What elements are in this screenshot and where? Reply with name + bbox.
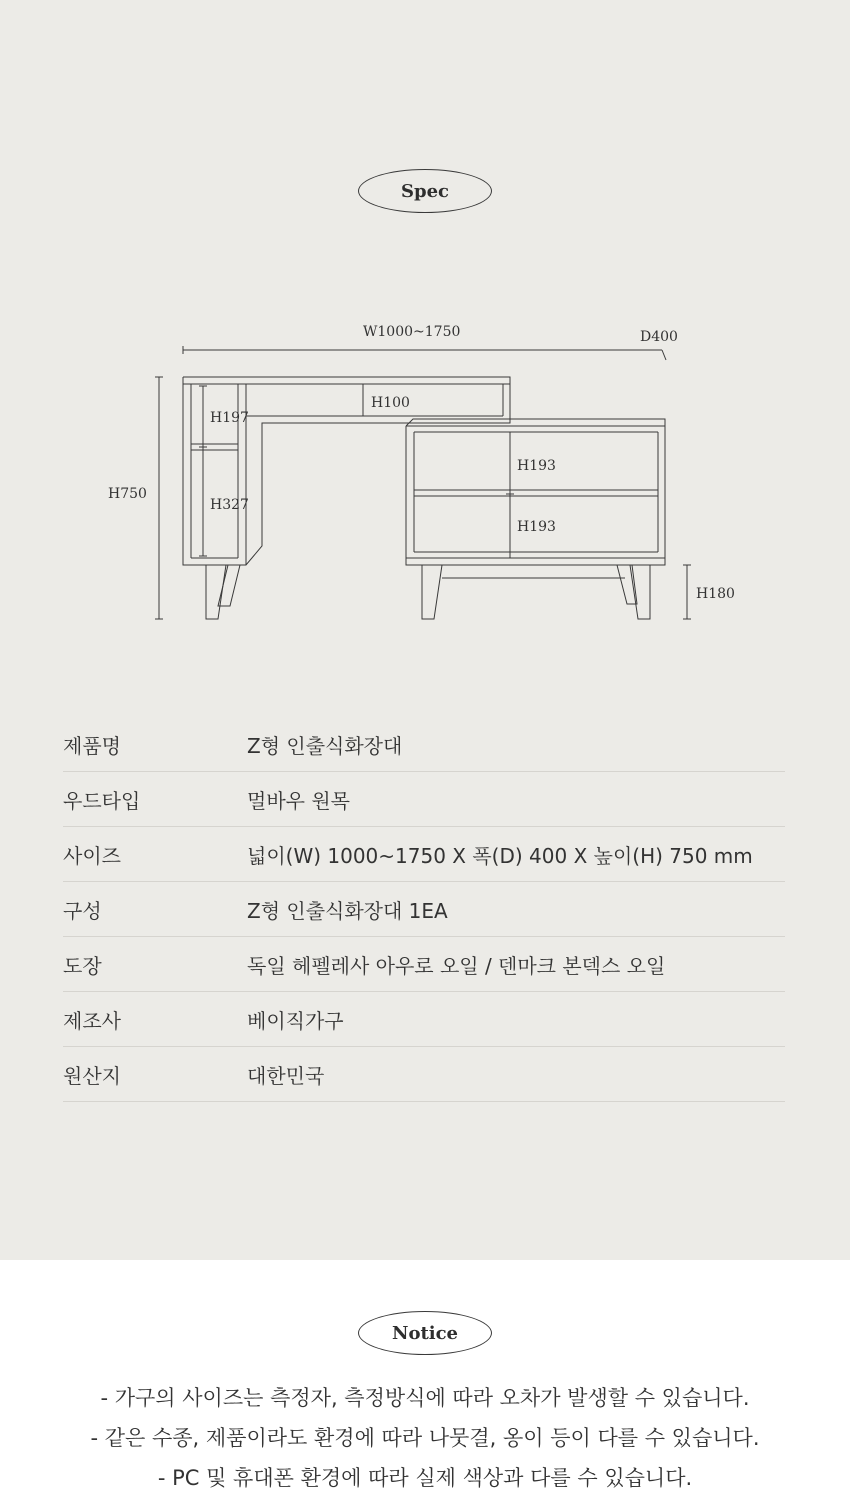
dim-left-upper-label: H197	[210, 410, 249, 426]
table-row	[63, 937, 785, 992]
notice-badge: Notice	[358, 1311, 492, 1355]
dim-drawer-lower-label: H193	[517, 519, 556, 535]
row-label: 제품명	[63, 733, 121, 758]
row-label: 도장	[63, 953, 102, 978]
table-row	[63, 717, 785, 772]
row-value: Z형 인출식화장대 1EA	[247, 898, 448, 923]
row-label: 사이즈	[63, 843, 121, 868]
table-row	[63, 827, 785, 882]
row-value: 멀바우 원목	[247, 788, 350, 813]
row-label: 구성	[63, 898, 102, 923]
row-value: 대한민국	[247, 1063, 325, 1088]
product-dimension-diagram	[0, 0, 850, 700]
row-value: 넓이(W) 1000~1750 X 폭(D) 400 X 높이(H) 750 mm	[247, 843, 753, 868]
dim-shelf-label: H100	[371, 395, 410, 411]
notice-section	[0, 1260, 850, 1493]
dim-leg-label: H180	[696, 586, 735, 602]
dim-depth-label: D400	[640, 329, 678, 345]
table-row	[63, 772, 785, 827]
row-value: 베이직가구	[247, 1008, 344, 1033]
dim-width-label: W1000~1750	[363, 324, 461, 340]
notice-list	[0, 1378, 850, 1498]
row-value: 독일 헤펠레사 아우로 오일 / 덴마크 본덱스 오일	[247, 953, 666, 978]
row-label: 제조사	[63, 1008, 121, 1033]
row-value: Z형 인출식화장대	[247, 733, 403, 758]
notice-line: - 가구의 사이즈는 측정자, 측정방식에 따라 오차가 발생할 수 있습니다.	[100, 1386, 750, 1410]
dim-left-lower-label: H327	[210, 497, 249, 513]
spec-badge: Spec	[358, 169, 492, 213]
dim-height-label: H750	[108, 486, 147, 502]
notice-line: - PC 및 휴대폰 환경에 따라 실제 색상과 다를 수 있습니다.	[157, 1466, 693, 1490]
row-label: 원산지	[63, 1063, 121, 1088]
row-label: 우드타입	[63, 788, 141, 813]
spec-table	[63, 717, 785, 1102]
table-row	[63, 882, 785, 937]
table-row	[63, 1047, 785, 1102]
table-row	[63, 992, 785, 1047]
dim-drawer-upper-label: H193	[517, 458, 556, 474]
notice-line: - 같은 수종, 제품이라도 환경에 따라 나뭇결, 옹이 등이 다를 수 있습니다.	[90, 1426, 760, 1450]
